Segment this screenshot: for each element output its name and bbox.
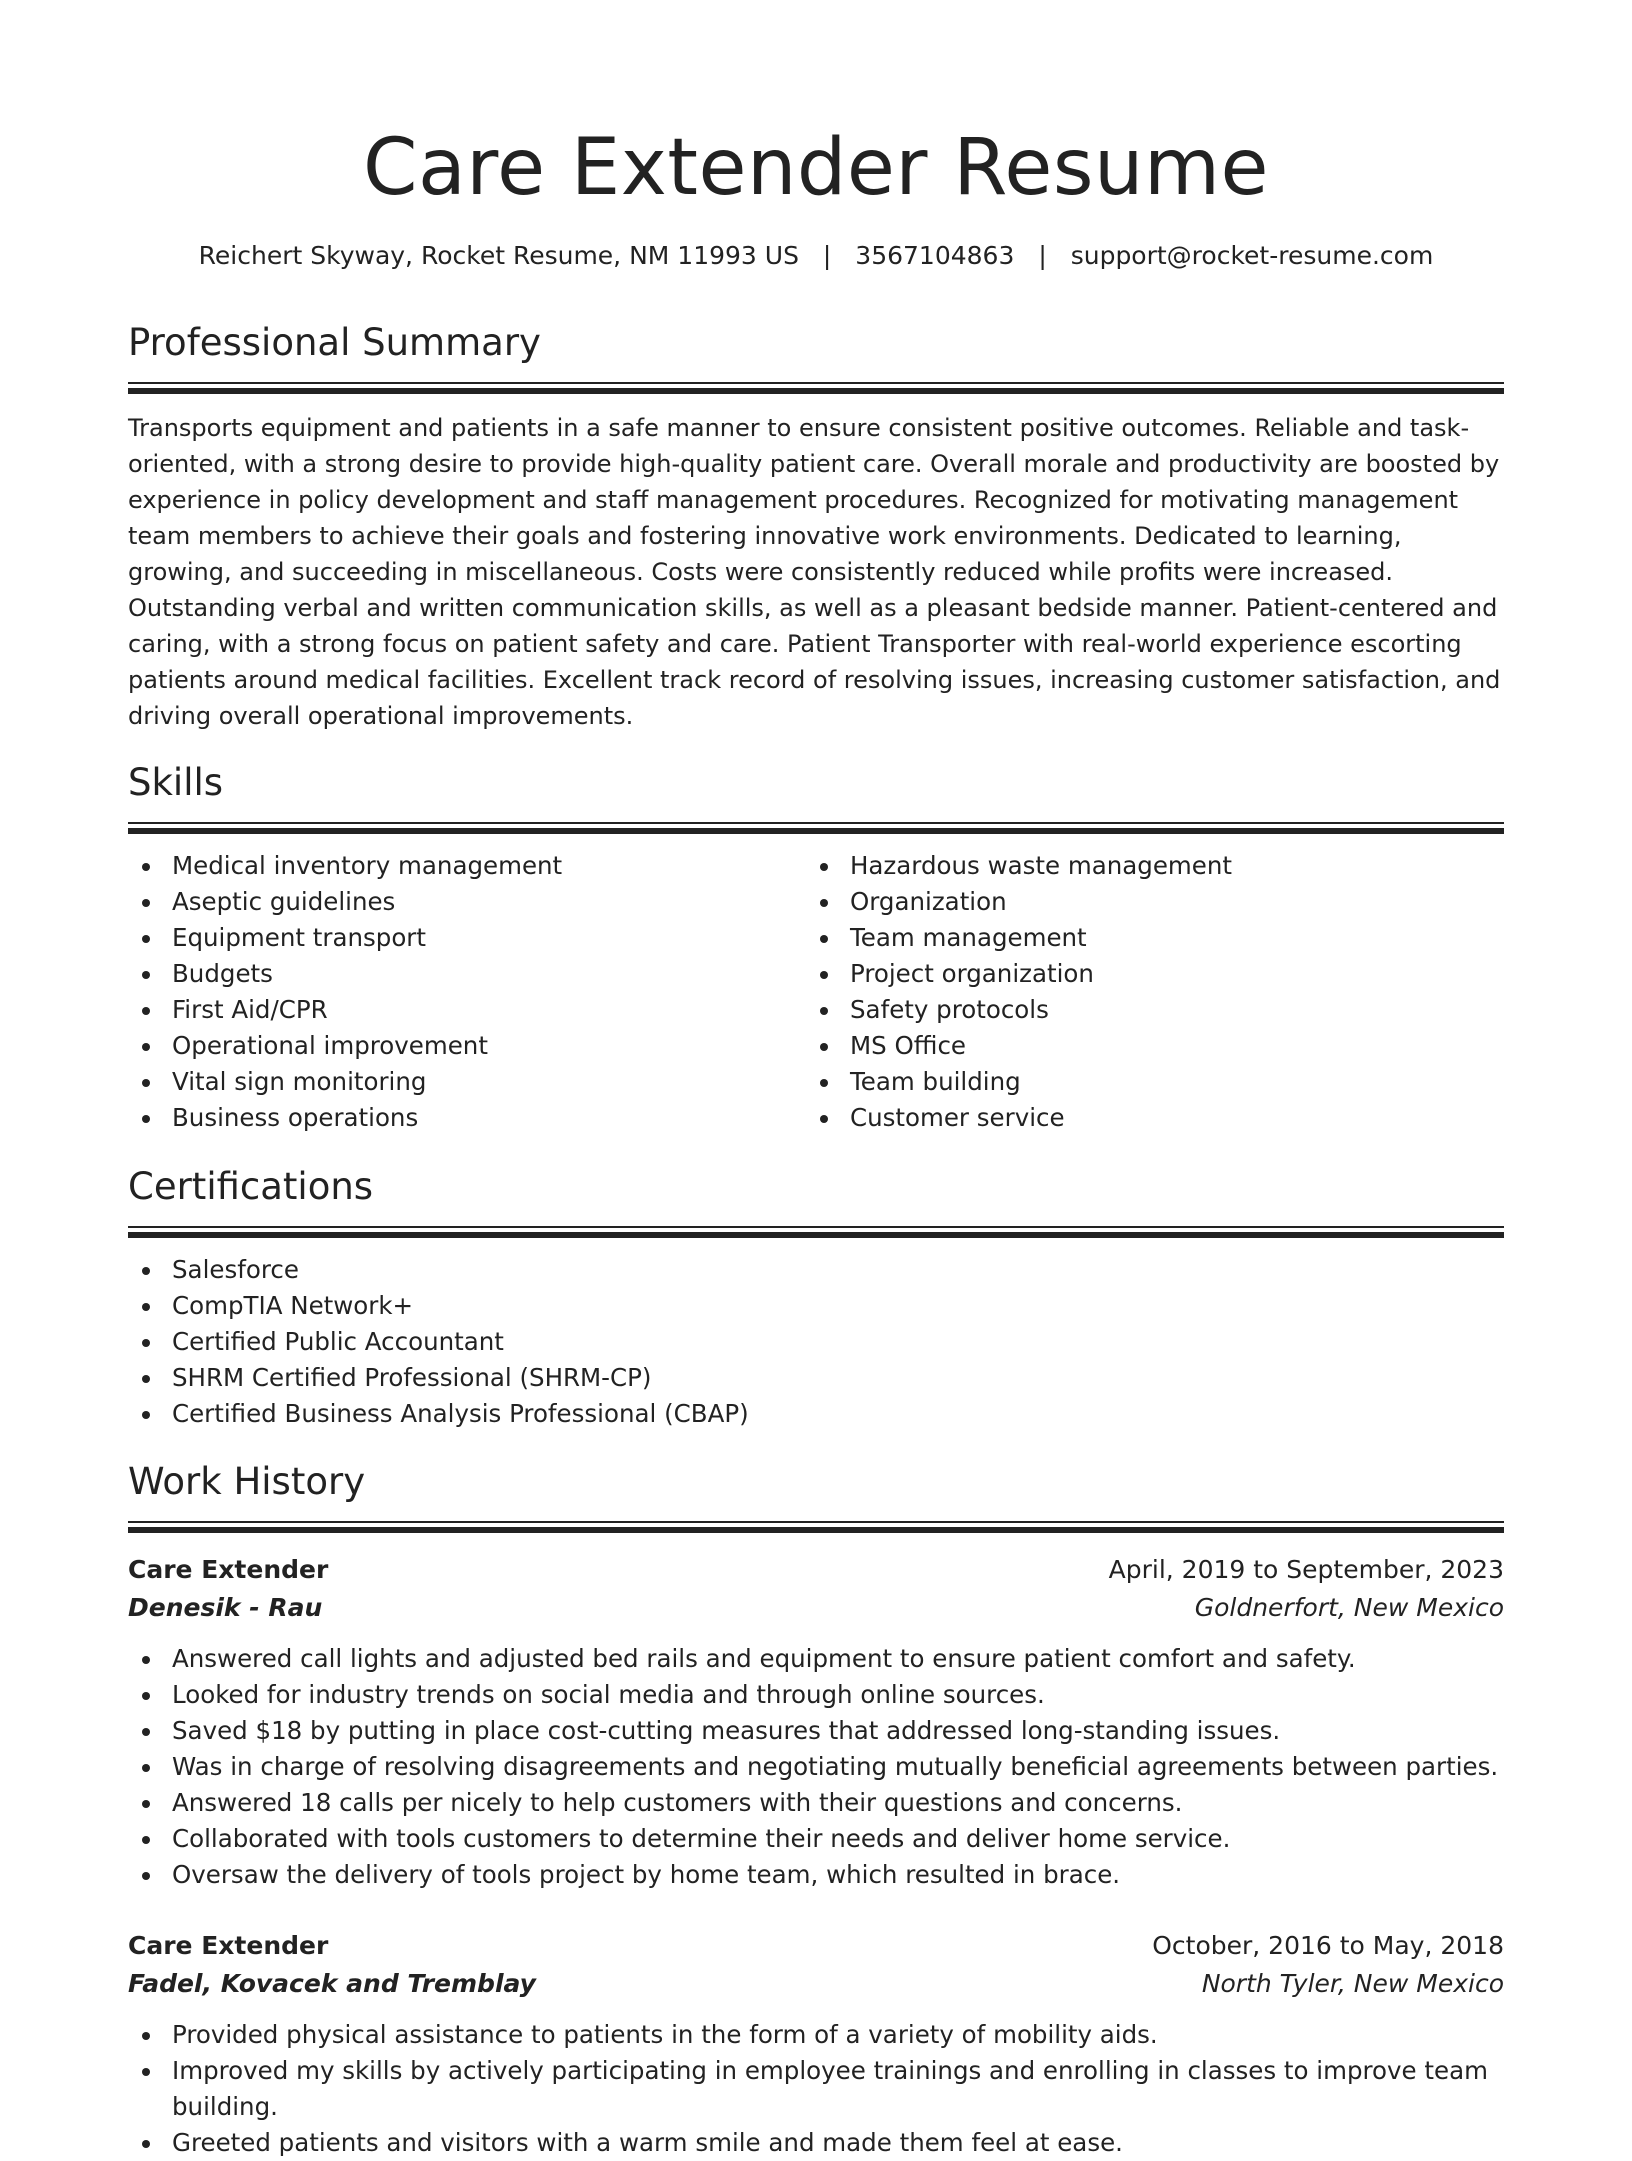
job-title: Care Extender (128, 1931, 329, 1960)
skill-item: Equipment transport (128, 920, 806, 956)
certification-item: Certified Public Accountant (128, 1324, 1504, 1360)
job-entry (128, 1927, 1504, 2161)
job-company: Fadel, Kovacek and Tremblay (128, 1969, 536, 1998)
job-duty-item: Saved $18 by putting in place cost-cutting measures that addressed long-standing issues. (128, 1713, 1504, 1749)
job-company: Denesik - Rau (128, 1593, 323, 1622)
skill-item: Hazardous waste management (806, 848, 1484, 884)
job-duty-item: Improved my skills by actively participating in employee trainings and enrolling in classes to improve team building. (128, 2053, 1504, 2125)
skills-list-left (128, 848, 806, 1136)
skill-item: Customer service (806, 1100, 1484, 1136)
job-duty-item: Collaborated with tools customers to determine their needs and deliver home service. (128, 1821, 1504, 1857)
skill-item: Aseptic guidelines (128, 884, 806, 920)
resume-title: Care Extender Resume (363, 123, 1269, 213)
certification-item: CompTIA Network+ (128, 1288, 1504, 1324)
job-duty-item: Answered 18 calls per nicely to help customers with their questions and concerns. (128, 1785, 1504, 1821)
contact-line (128, 238, 1504, 274)
summary-text: Transports equipment and patients in a safe manner to ensure consistent positive outcomes. Reliable and task-oriented, with a strong desire to provide high-quality patient care. Overall morale and productivity are boosted by experience in policy development and staff management procedures. Recognized for motivating management team members to achieve their goals and fostering innovative work environments. Dedicated to learning, growing, and succeeding in miscellaneous. Costs were consistently reduced while profits were increased. Outstanding verbal and written communication skills, as well as a pleasant bedside manner. Patient-centered and caring, with a strong focus on patient safety and care. Patient Transporter with real-world experience escorting patients around medical facilities. Excellent track record of resolving issues, increasing customer satisfaction, and driving overall operational improvements. (128, 414, 1501, 730)
skill-item: Organization (806, 884, 1484, 920)
job-dates: October, 2016 to May, 2018 (1152, 1931, 1504, 1960)
job-header-row (128, 1551, 1504, 1589)
job-title: Care Extender (128, 1555, 329, 1584)
section-divider (128, 822, 1504, 834)
work-history-section (128, 1457, 1504, 2161)
skill-item: Project organization (806, 956, 1484, 992)
section-divider (128, 1521, 1504, 1533)
job-location: North Tyler, New Mexico (1201, 1969, 1504, 1998)
certification-item: Salesforce (128, 1252, 1504, 1288)
summary-heading: Professional Summary (128, 321, 541, 364)
job-duties-list (128, 1641, 1504, 1893)
contact-phone: 3567104863 (855, 241, 1015, 270)
job-duty-item: Greeted patients and visitors with a warm smile and made them feel at ease. (128, 2125, 1504, 2161)
contact-address: Reichert Skyway, Rocket Resume, NM 11993 US (198, 241, 799, 270)
skill-item: MS Office (806, 1028, 1484, 1064)
skill-item: First Aid/CPR (128, 992, 806, 1028)
certifications-list (128, 1252, 1504, 1432)
certification-item: Certified Business Analysis Professional (CBAP) (128, 1396, 1504, 1432)
contact-separator: | (1038, 241, 1047, 270)
certifications-heading: Certifications (128, 1165, 374, 1208)
skill-item: Medical inventory management (128, 848, 806, 884)
summary-section (128, 318, 1504, 734)
skills-list-right (806, 848, 1484, 1136)
job-duty-item: Oversaw the delivery of tools project by home team, which resulted in brace. (128, 1857, 1504, 1893)
job-duties-list (128, 2017, 1504, 2161)
skill-item: Safety protocols (806, 992, 1484, 1028)
contact-email: support@rocket-resume.com (1070, 241, 1434, 270)
skills-grid (128, 848, 1504, 1136)
skill-item: Team building (806, 1064, 1484, 1100)
job-dates: April, 2019 to September, 2023 (1108, 1555, 1504, 1584)
job-header-row (128, 1927, 1504, 1965)
skills-heading: Skills (128, 761, 224, 804)
job-location: Goldnerfort, New Mexico (1194, 1593, 1504, 1622)
skill-item: Operational improvement (128, 1028, 806, 1064)
skills-section (128, 758, 1504, 1136)
contact-separator: | (822, 241, 832, 270)
skill-item: Team management (806, 920, 1484, 956)
section-divider (128, 382, 1504, 394)
skill-item: Budgets (128, 956, 806, 992)
job-subheader-row (128, 1589, 1504, 1627)
skill-item: Business operations (128, 1100, 806, 1136)
section-divider (128, 1226, 1504, 1238)
job-duty-item: Provided physical assistance to patients in the form of a variety of mobility aids. (128, 2017, 1504, 2053)
certification-item: SHRM Certified Professional (SHRM-CP) (128, 1360, 1504, 1396)
skill-item: Vital sign monitoring (128, 1064, 806, 1100)
certifications-section (128, 1162, 1504, 1432)
job-subheader-row (128, 1965, 1504, 2003)
job-duty-item: Was in charge of resolving disagreements and negotiating mutually beneficial agreements between parties. (128, 1749, 1504, 1785)
work-history-heading: Work History (128, 1460, 366, 1503)
job-entry (128, 1551, 1504, 1893)
job-duty-item: Answered call lights and adjusted bed rails and equipment to ensure patient comfort and safety. (128, 1641, 1504, 1677)
job-duty-item: Looked for industry trends on social media and through online sources. (128, 1677, 1504, 1713)
